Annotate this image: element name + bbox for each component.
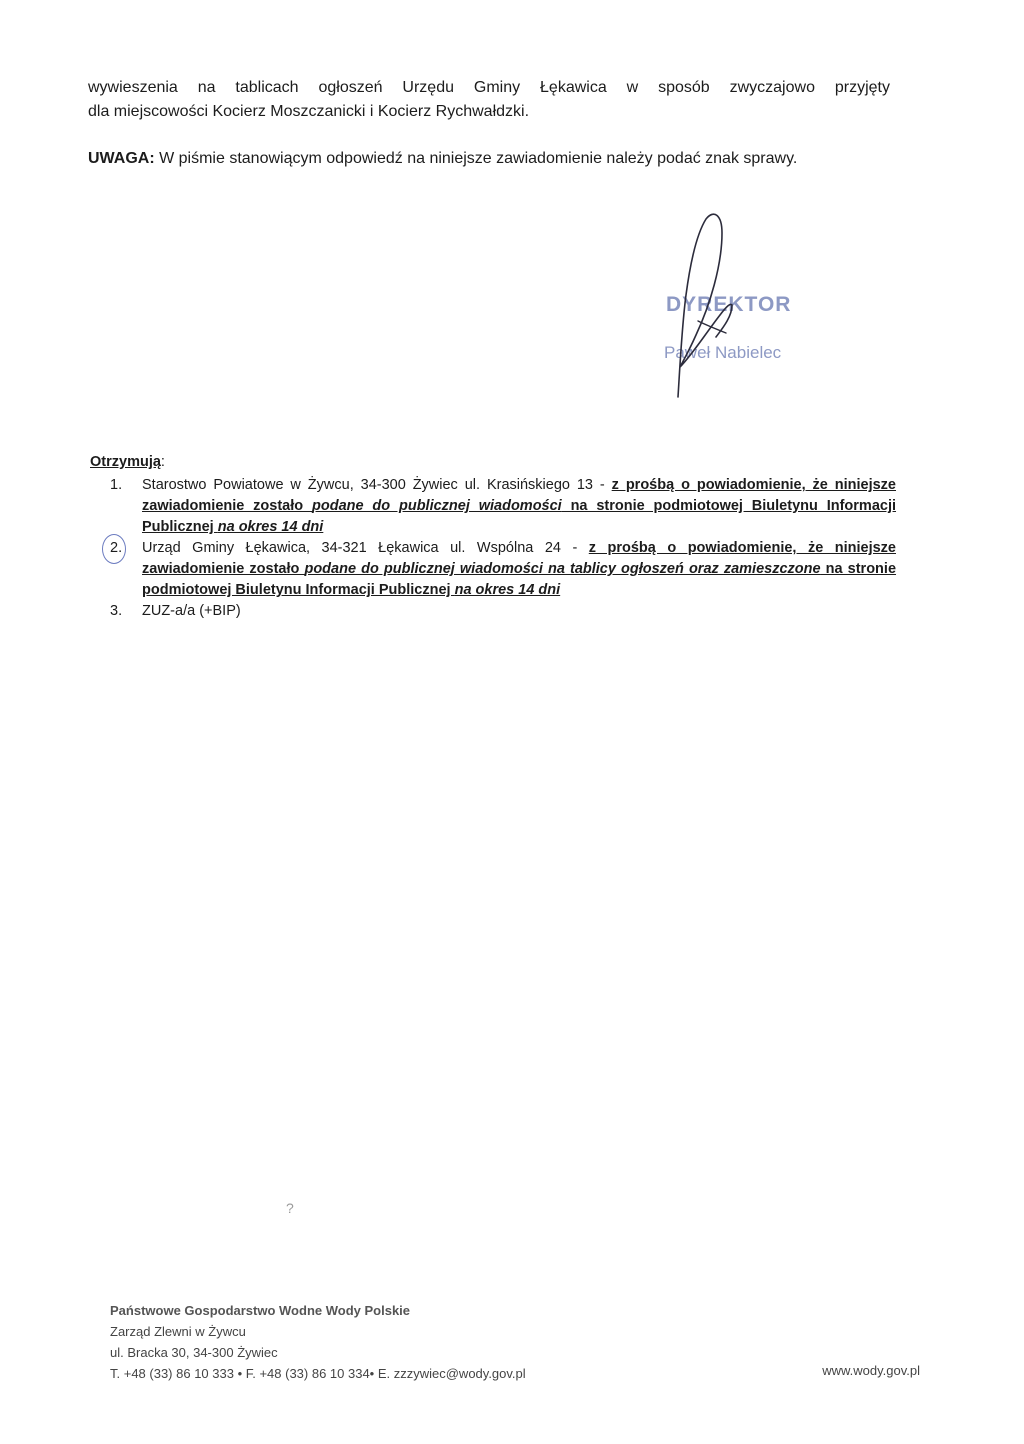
footer-unit: Zarząd Zlewni w Żywcu — [110, 1324, 246, 1339]
recipient-item-2 — [90, 538, 896, 601]
recipient-note-period: na okres 14 dni — [217, 519, 324, 535]
footer-organization: Państwowe Gospodarstwo Wodne Wody Polskie — [110, 1303, 411, 1318]
intro-line-1: wywieszenia na tablicach ogłoszeń Urzędu Gminy Łękawica w sposób zwyczajowo przyjęty — [88, 79, 890, 96]
recipient-number: 1. — [110, 477, 123, 493]
warning-text: W piśmie stanowiącym odpowiedź na niniejsze zawiadomienie należy podać znak sprawy. — [154, 150, 798, 167]
handwritten-signature — [640, 205, 870, 415]
recipient-note: na stronie podmiotowej Biuletynu Informacji Publicznej — [142, 498, 897, 535]
recipient-note-emphasis: podane do publicznej wiadomości — [312, 498, 562, 514]
recipients-list — [90, 475, 896, 622]
intro-line-2: dla miejscowości Kocierz Moszczanicki i Kocierz Rychwałdzki. — [88, 103, 530, 120]
intro-paragraph — [88, 76, 890, 124]
recipient-note: na stronie podmiotowej Biuletynu Informacji Publicznej — [142, 561, 897, 598]
recipient-note-emphasis: podane do publicznej wiadomości na tablicy ogłoszeń oraz zamieszczone — [304, 561, 821, 577]
recipients-heading: Otrzymują — [90, 454, 161, 470]
recipient-item-1 — [90, 475, 896, 538]
stamp-name: Paweł Nabielec — [664, 343, 782, 362]
recipient-address: Urząd Gminy Łękawica, 34-321 Łękawica ul. Wspólna 24 - — [142, 540, 589, 556]
footer-contact: T. +48 (33) 86 10 333 • F. +48 (33) 86 10 334• E. zzzywiec@wody.gov.pl — [110, 1366, 526, 1381]
recipient-address: ZUZ-a/a (+BIP) — [142, 603, 241, 619]
recipient-note-period: na okres 14 dni — [454, 582, 561, 598]
recipient-number: 2. — [110, 540, 123, 556]
footer-address: ul. Bracka 30, 34-300 Żywiec — [110, 1345, 278, 1360]
recipients-section — [90, 452, 896, 622]
letterhead-footer — [110, 1300, 920, 1384]
footer-website: www.wody.gov.pl — [822, 1363, 920, 1378]
recipients-heading-colon: : — [160, 454, 165, 470]
warning-label: UWAGA: — [88, 150, 155, 167]
warning-note — [88, 147, 890, 171]
recipient-note: z prośbą o powiadomienie, że niniejsze zawiadomienie zostało — [142, 540, 896, 577]
recipient-note: z prośbą o powiadomienie, że niniejsze zawiadomienie zostało — [142, 477, 896, 514]
stamp-title: DYREKTOR — [666, 293, 792, 316]
margin-mark: ? — [286, 1200, 294, 1216]
recipient-address: Starostwo Powiatowe w Żywcu, 34-300 Żywiec ul. Krasińskiego 13 - — [142, 477, 612, 493]
recipient-item-3 — [90, 601, 896, 622]
recipient-number: 3. — [110, 603, 123, 619]
director-stamp — [640, 205, 870, 415]
